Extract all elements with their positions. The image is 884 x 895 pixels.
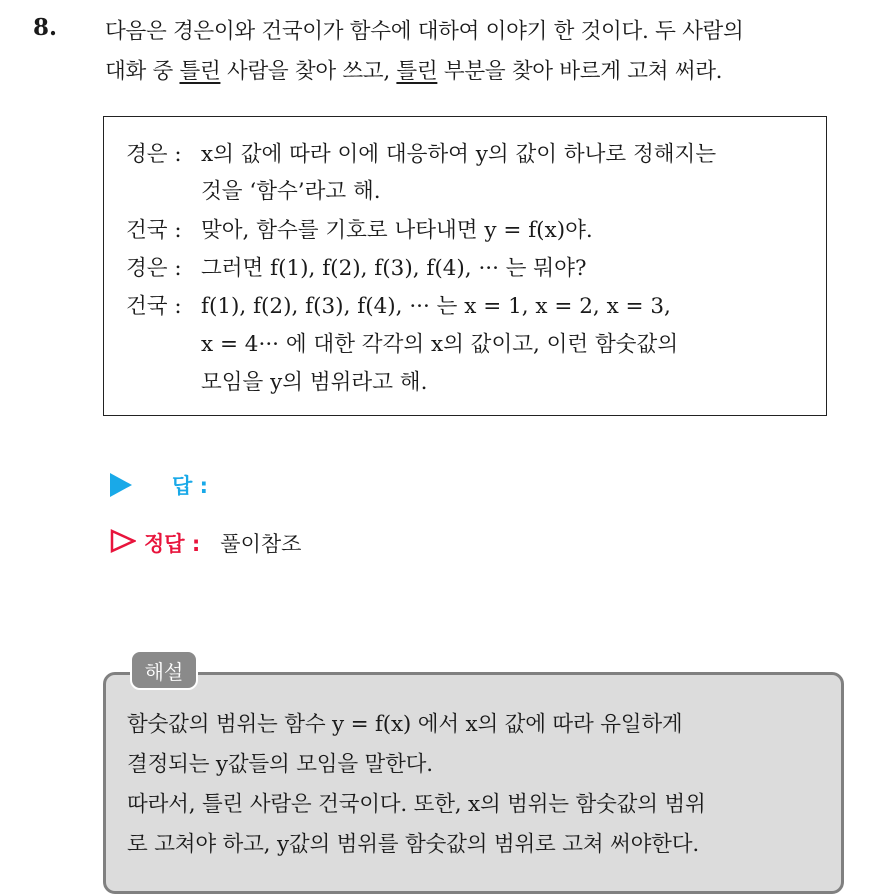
speaker-label: 건국 : — [126, 218, 182, 243]
dialogue-line: x = 4··· 에 대한 각각의 x의 값이고, 이런 함숫값의 — [201, 332, 679, 357]
correct-answer-value: 풀이참조 — [220, 532, 302, 556]
explanation-line: 로 고쳐야 하고, y값의 범위를 함숫값의 범위로 고쳐 써야한다. — [127, 832, 699, 857]
question-number: 8. — [33, 14, 58, 41]
dialogue-line: 모임을 y의 범위라고 해. — [201, 370, 428, 395]
speaker-label: 건국 : — [126, 294, 182, 319]
explanation-line: 함숫값의 범위는 함수 y = f(x) 에서 x의 값에 따라 유일하게 — [127, 712, 683, 737]
question-text — [105, 12, 865, 92]
question-text-part: 대화 중 — [105, 59, 180, 84]
speaker-label: 경은 : — [126, 142, 182, 167]
answer-label: 답 : — [172, 474, 208, 498]
explanation-line: 따라서, 틀린 사람은 건국이다. 또한, x의 범위는 함숫값의 범위 — [127, 792, 706, 817]
question-line-1: 다음은 경은이와 건국이가 함수에 대하여 이야기 한 것이다. 두 사람의 — [105, 19, 744, 44]
speaker-label: 경은 : — [126, 256, 182, 281]
play-triangle-icon — [110, 473, 132, 497]
explanation-text — [127, 705, 837, 865]
dialogue-line: f(1), f(2), f(3), f(4), ··· 는 x = 1, x = 2, x = 3, — [201, 294, 671, 319]
outline-triangle-icon — [110, 529, 136, 558]
correct-answer-row — [110, 528, 301, 558]
explanation-line: 결정되는 y값들의 모임을 말한다. — [127, 752, 433, 777]
dialogue-line: 그러면 f(1), f(2), f(3), f(4), ··· 는 뭐야? — [201, 256, 587, 281]
dialogue-line: x의 값에 따라 이에 대응하여 y의 값이 하나로 정해지는 — [201, 142, 717, 167]
dialogue-line: 맞아, 함수를 기호로 나타내면 y = f(x)야. — [201, 218, 593, 243]
dialogue-line: 것을 ‘함수’라고 해. — [201, 179, 381, 204]
question-text-part: 사람을 찾아 쓰고, — [220, 59, 397, 84]
dialogue-box — [103, 116, 827, 416]
underlined-word: 틀린 — [179, 59, 221, 84]
underlined-word: 틀린 — [396, 59, 438, 84]
question-line-2 — [105, 52, 865, 92]
answer-row — [110, 470, 208, 500]
correct-answer-label: 정답 : — [144, 532, 201, 556]
question-text-part: 부분을 찾아 바르게 고쳐 써라. — [437, 59, 723, 84]
explanation-tab: 해설 — [130, 650, 198, 690]
